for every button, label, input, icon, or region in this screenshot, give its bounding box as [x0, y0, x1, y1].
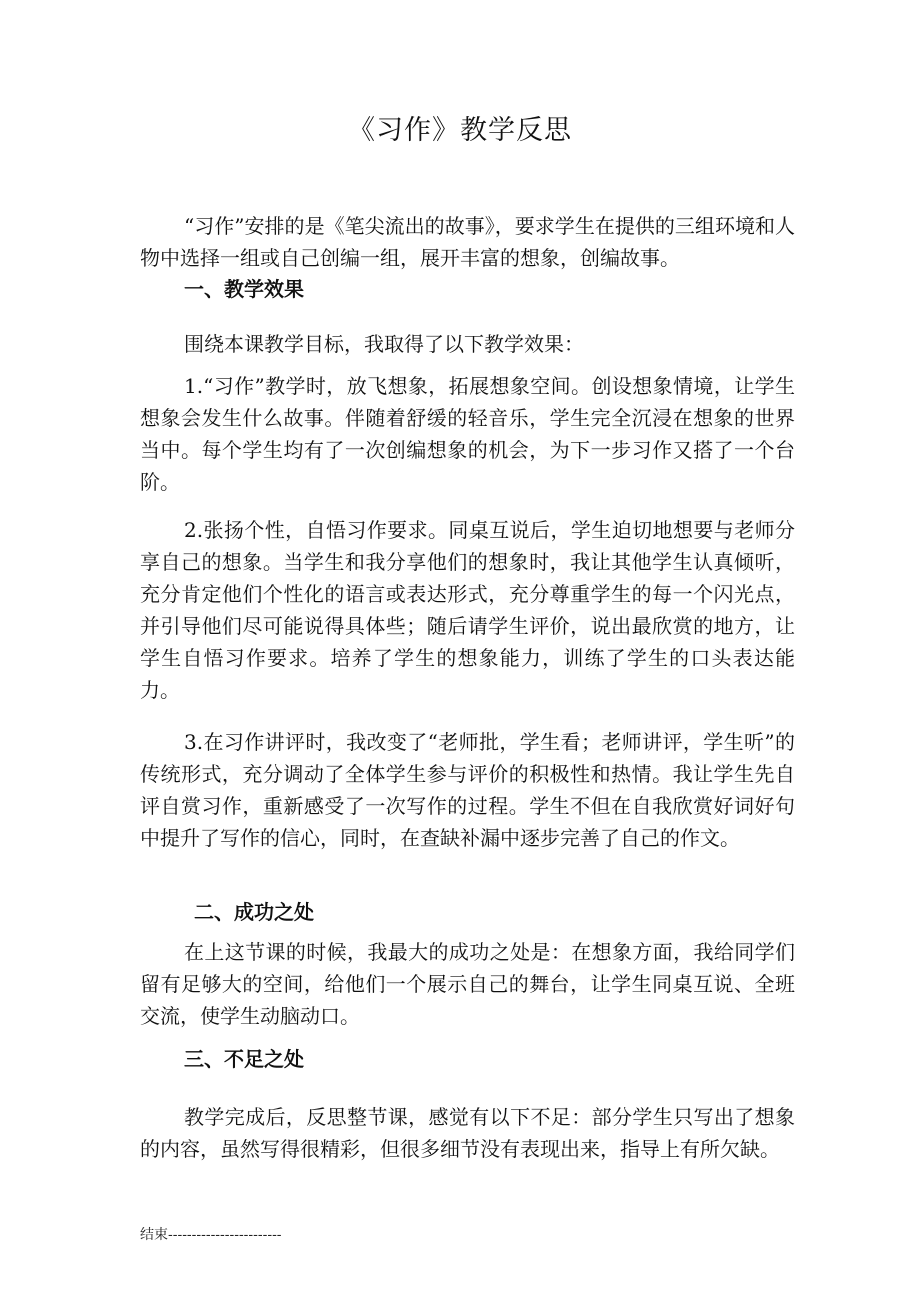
document-title: 《习作》教学反思 [348, 115, 572, 146]
success-text: 在上这节课的时候，我最大的成功之处是：在想象方面，我给同学们留有足够大的空间，给他们一个展示自己的舞台，让学生同桌互说、全班交流，使学生动脑动口。 [140, 940, 795, 1028]
effect-item-1-text: 1.“习作”教学时，放飞想象，拓展想象空间。创设想象情境，让学生想象会发生什么故事。伴随着舒缓的轻音乐，学生完全沉浸在想象的世界当中。每个学生均有了一次创编想象的机会，为下一步习作又搭了一个台阶。 [140, 374, 795, 494]
success-paragraph [140, 936, 795, 1032]
section-heading-teaching-effect: 一、教学效果 [184, 277, 304, 301]
effect-item-2 [140, 514, 795, 706]
section-lead-text: 围绕本课教学目标，我取得了以下教学效果： [184, 332, 584, 356]
effect-item-2-text: 2.张扬个性，自悟习作要求。同桌互说后，学生迫切地想要与老师分享自己的想象。当学生和我分享他们的想象时，我让其他学生认真倾听，充分肯定他们个性化的语言或表达形式，充分尊重学生的每一个闪光点，并引导他们尽可能说得具体些；随后请学生评价，说出最欣赏的地方，让学生自悟习作要求。培养了学生的想象能力，训练了学生的口头表达能力。 [140, 518, 795, 702]
effect-item-3 [140, 726, 795, 854]
section-lead-paragraph [140, 328, 795, 360]
shortcomings-text: 教学完成后，反思整节课，感觉有以下不足：部分学生只写出了想象的内容，虽然写得很精彩，但很多细节没有表现出来，指导上有所欠缺。 [140, 1105, 795, 1161]
section-heading-success: 二、成功之处 [194, 900, 314, 924]
shortcomings-paragraph [140, 1101, 795, 1165]
intro-text: “习作”安排的是《笔尖流出的故事》，要求学生在提供的三组环境和人物中选择一组或自己创编一组，展开丰富的想象，创编故事。 [140, 214, 795, 270]
effect-item-3-text: 3.在习作讲评时，我改变了“老师批，学生看；老师讲评，学生听”的传统形式，充分调动了全体学生参与评价的积极性和热情。我让学生先自评自赏习作，重新感受了一次写作的过程。学生不但在自我欣赏好词好句中提升了写作的信心，同时，在查缺补漏中逐步完善了自己的作文。 [140, 730, 795, 850]
document-footer: 结束------------------------ [140, 1227, 282, 1243]
effect-item-1 [140, 370, 795, 498]
intro-paragraph [140, 210, 795, 274]
section-heading-shortcomings: 三、不足之处 [184, 1047, 304, 1071]
